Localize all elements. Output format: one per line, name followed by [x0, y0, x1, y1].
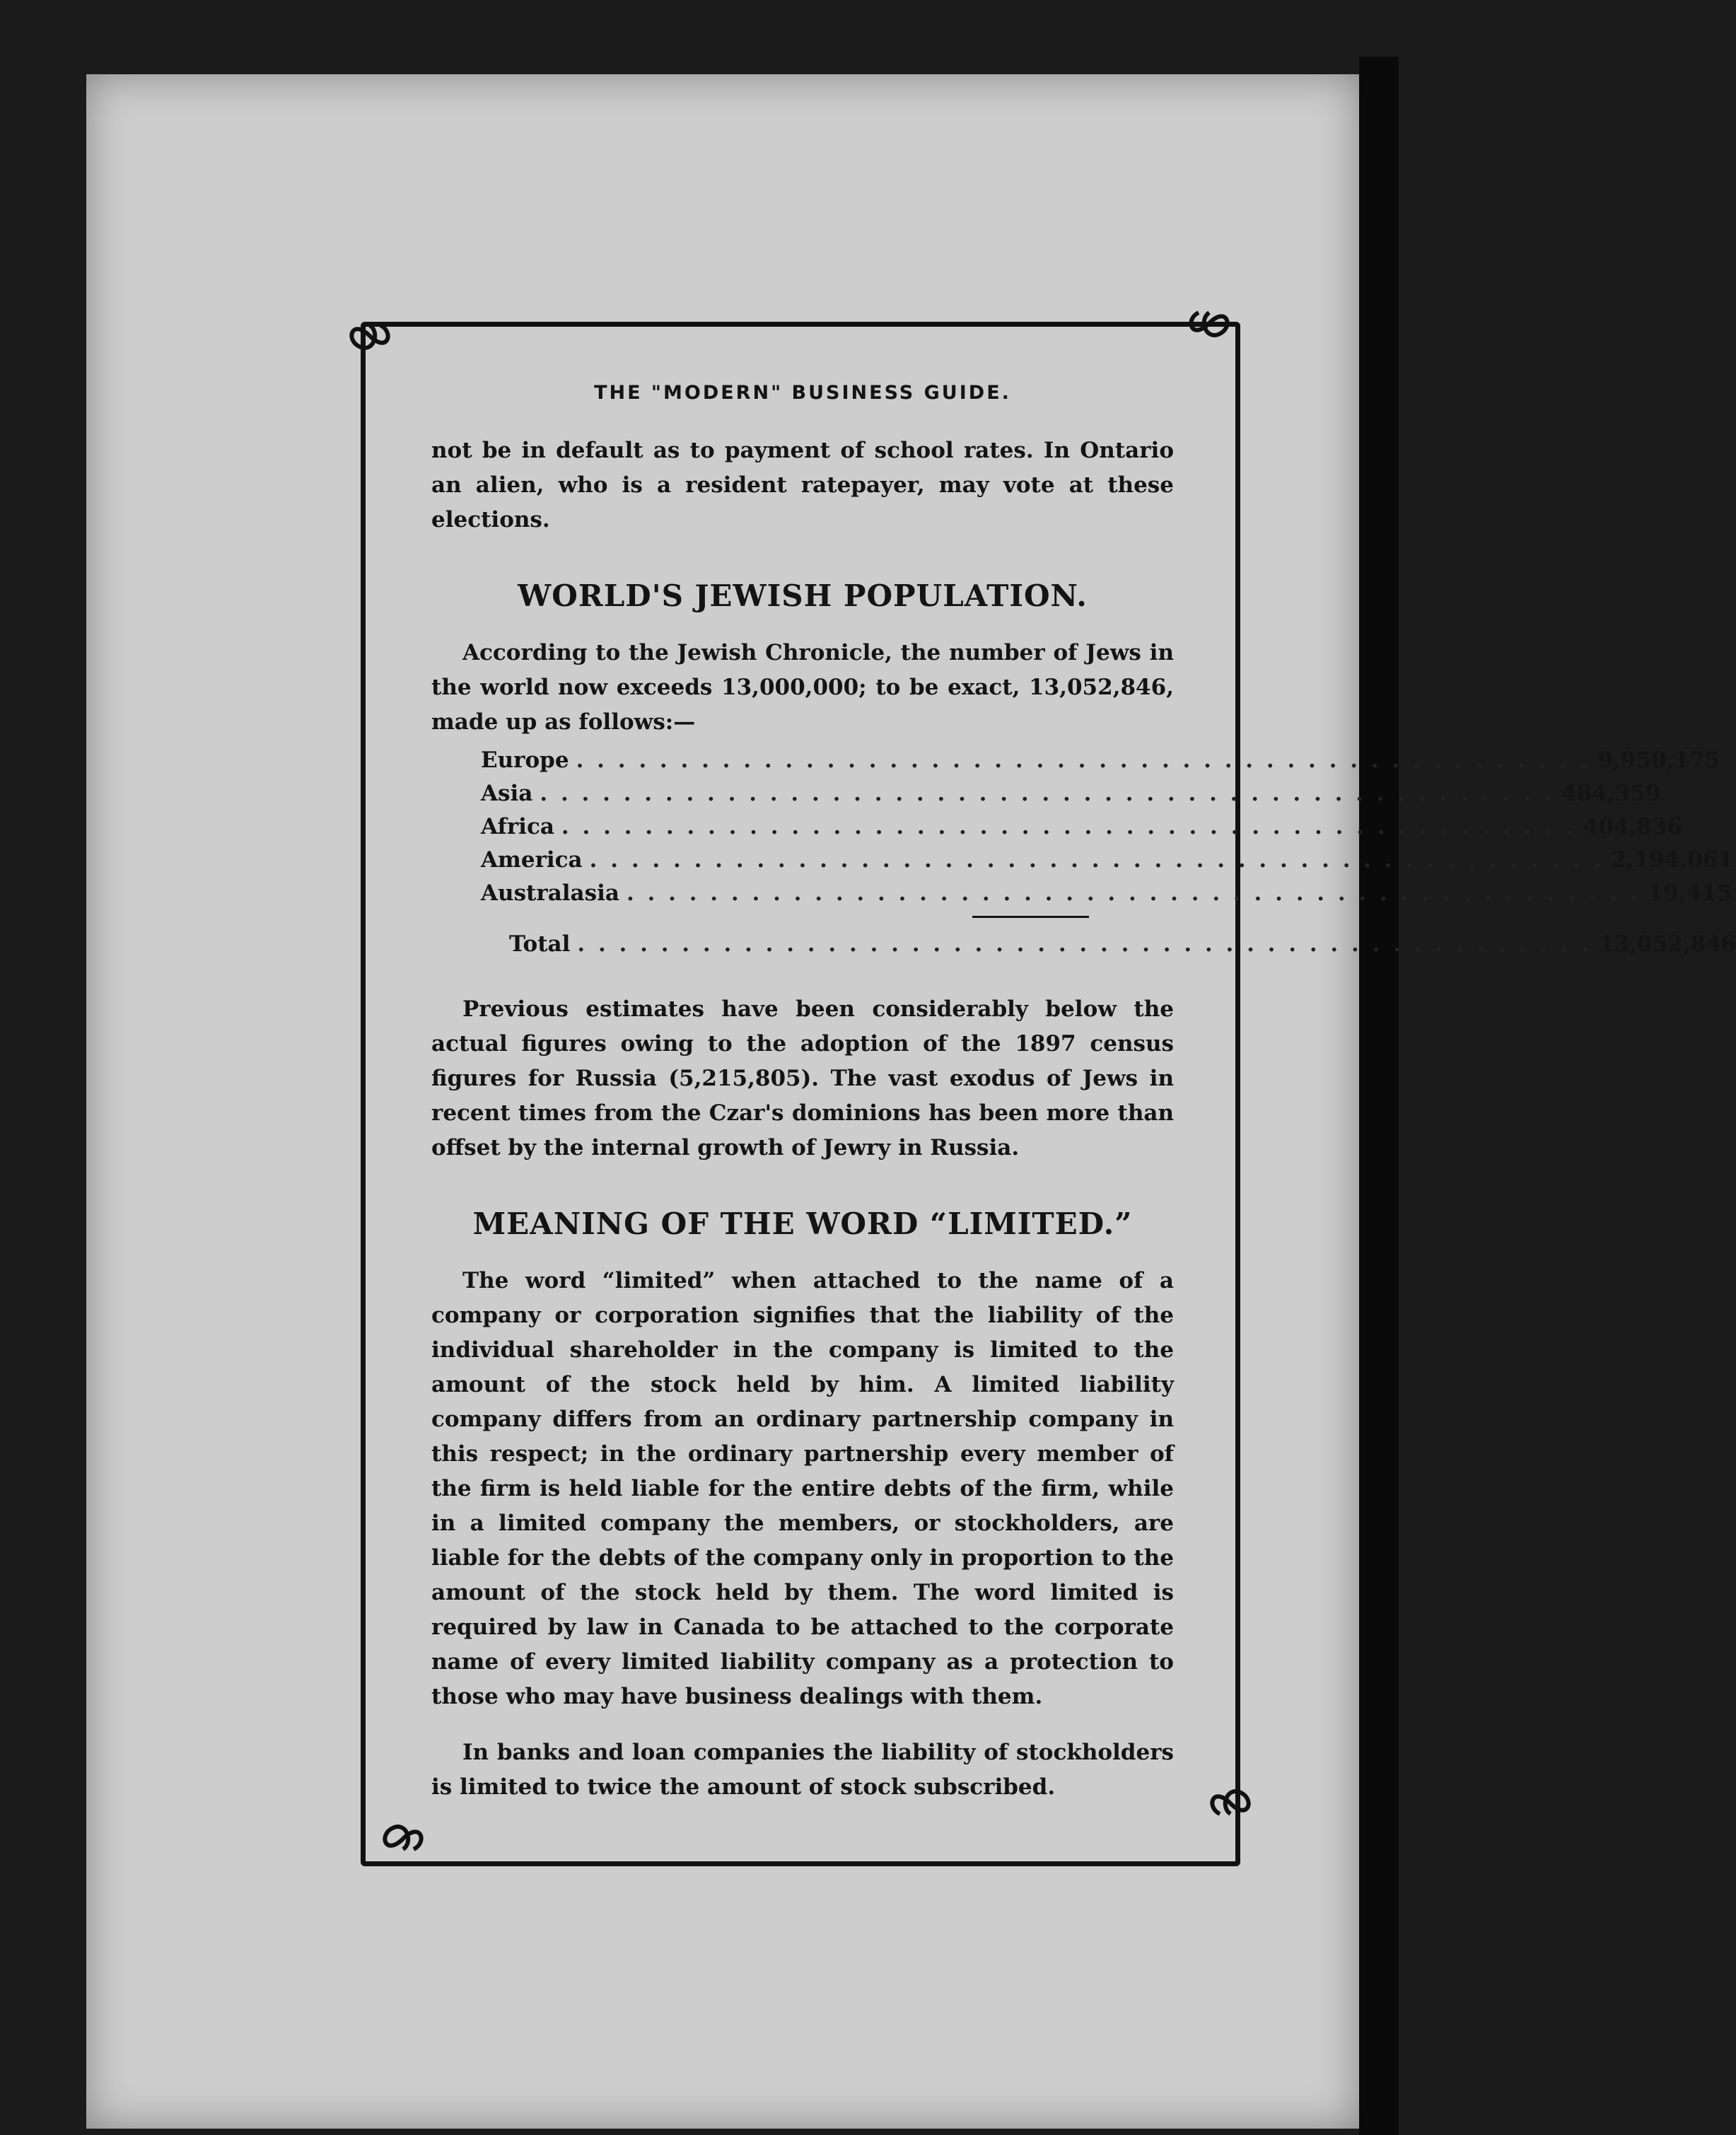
- intro-paragraph: not be in default as to payment of school rates. In Ontario an alien, who is a resident ratepayer, may vote at these elections.: [431, 438, 1174, 533]
- total-value: 13,052,846: [1599, 931, 1736, 957]
- leader-dots: . . . . . . . . . . . . . . . . . . . . . . . . . . . . . . . . . . . . . . . . . . . . . . . . .: [540, 781, 1555, 806]
- total-label: Total: [509, 931, 571, 957]
- region-value: 2,194,061: [1611, 847, 1734, 873]
- corner-ornament-icon: [371, 1807, 435, 1871]
- region-name: Africa: [481, 814, 554, 839]
- leader-dots: . . . . . . . . . . . . . . . . . . . . . . . . . . . . . . . . . . . . . . . . . . . . . . . . .: [626, 880, 1641, 906]
- leader-dots: . . . . . . . . . . . . . . . . . . . . . . . . . . . . . . . . . . . . . . . . . . . . . . . . .: [589, 847, 1604, 873]
- table-row: [481, 844, 1734, 877]
- section-heading-population: WORLD'S JEWISH POPULATION.: [518, 578, 1088, 613]
- region-name: America: [481, 847, 583, 873]
- spacer: [431, 1714, 1174, 1735]
- banks-paragraph: In banks and loan companies the liability of stockholders is limited to twice the amount of stock subscribed.: [431, 1740, 1174, 1800]
- leader-dots: . . . . . . . . . . . . . . . . . . . . . . . . . . . . . . . . . . . . . . . . . . . . . . . . .: [577, 931, 1592, 957]
- sum-rule: [972, 916, 1089, 918]
- region-name: Australasia: [481, 880, 619, 906]
- running-head: THE "MODERN" BUSINESS GUIDE.: [594, 382, 1011, 404]
- leader-dots: . . . . . . . . . . . . . . . . . . . . . . . . . . . . . . . . . . . . . . . . . . . . . . . . .: [576, 747, 1591, 773]
- corner-ornament-icon: [1177, 291, 1241, 355]
- region-name: Asia: [481, 781, 533, 806]
- table-row: [481, 877, 1732, 910]
- table-row: [481, 810, 1683, 844]
- corner-ornament-icon: [1199, 1772, 1262, 1835]
- region-value: 404,836: [1583, 814, 1683, 839]
- book-edge: [1359, 57, 1399, 2135]
- spacer: [431, 961, 1174, 992]
- region-value: 484,359: [1561, 781, 1661, 806]
- table-row: [481, 744, 1720, 777]
- region-value: 19,415: [1648, 880, 1732, 906]
- corner-ornament-icon: [338, 304, 402, 368]
- page-content: [431, 382, 1736, 1805]
- limited-paragraph: The word “limited” when attached to the name of a company or corporation signifies that the liability of the individual shareholder in the company is limited to the amount of the stock held by him. A limited liability company differs from an ordinary partnership company in this respect; in the ordinary partnership every member of the firm is held liable for the entire debts of the firm, while in a limited company the members, or stockholders, are liable for the debts of the company only in proportion to the amount of the stock held by them. The word limited is required by law in Canada to be attached to the corporate name of every limited liability company as a protection to those who may have business dealings with them.: [431, 1268, 1174, 1709]
- population-intro: According to the Jewish Chronicle, the number of Jews in the world now exceeds 13,000,000; to be exact, 13,052,846, made up as follows:—: [431, 640, 1174, 735]
- region-name: Europe: [481, 747, 569, 773]
- total-row: [509, 928, 1736, 961]
- population-table: [481, 744, 1736, 961]
- section-heading-limited: MEANING OF THE WORD “LIMITED.”: [472, 1206, 1133, 1241]
- leader-dots: . . . . . . . . . . . . . . . . . . . . . . . . . . . . . . . . . . . . . . . . . . . . . . . . .: [561, 814, 1576, 839]
- table-row: [481, 777, 1661, 810]
- population-note: Previous estimates have been considerably below the actual figures owing to the adoption of the 1897 census figures for Russia (5,215,805). The vast exodus of Jews in recent times from the Czar's dominions has been more than offset by the internal growth of Jewry in Russia.: [431, 996, 1174, 1160]
- region-value: 9,950,175: [1597, 747, 1720, 773]
